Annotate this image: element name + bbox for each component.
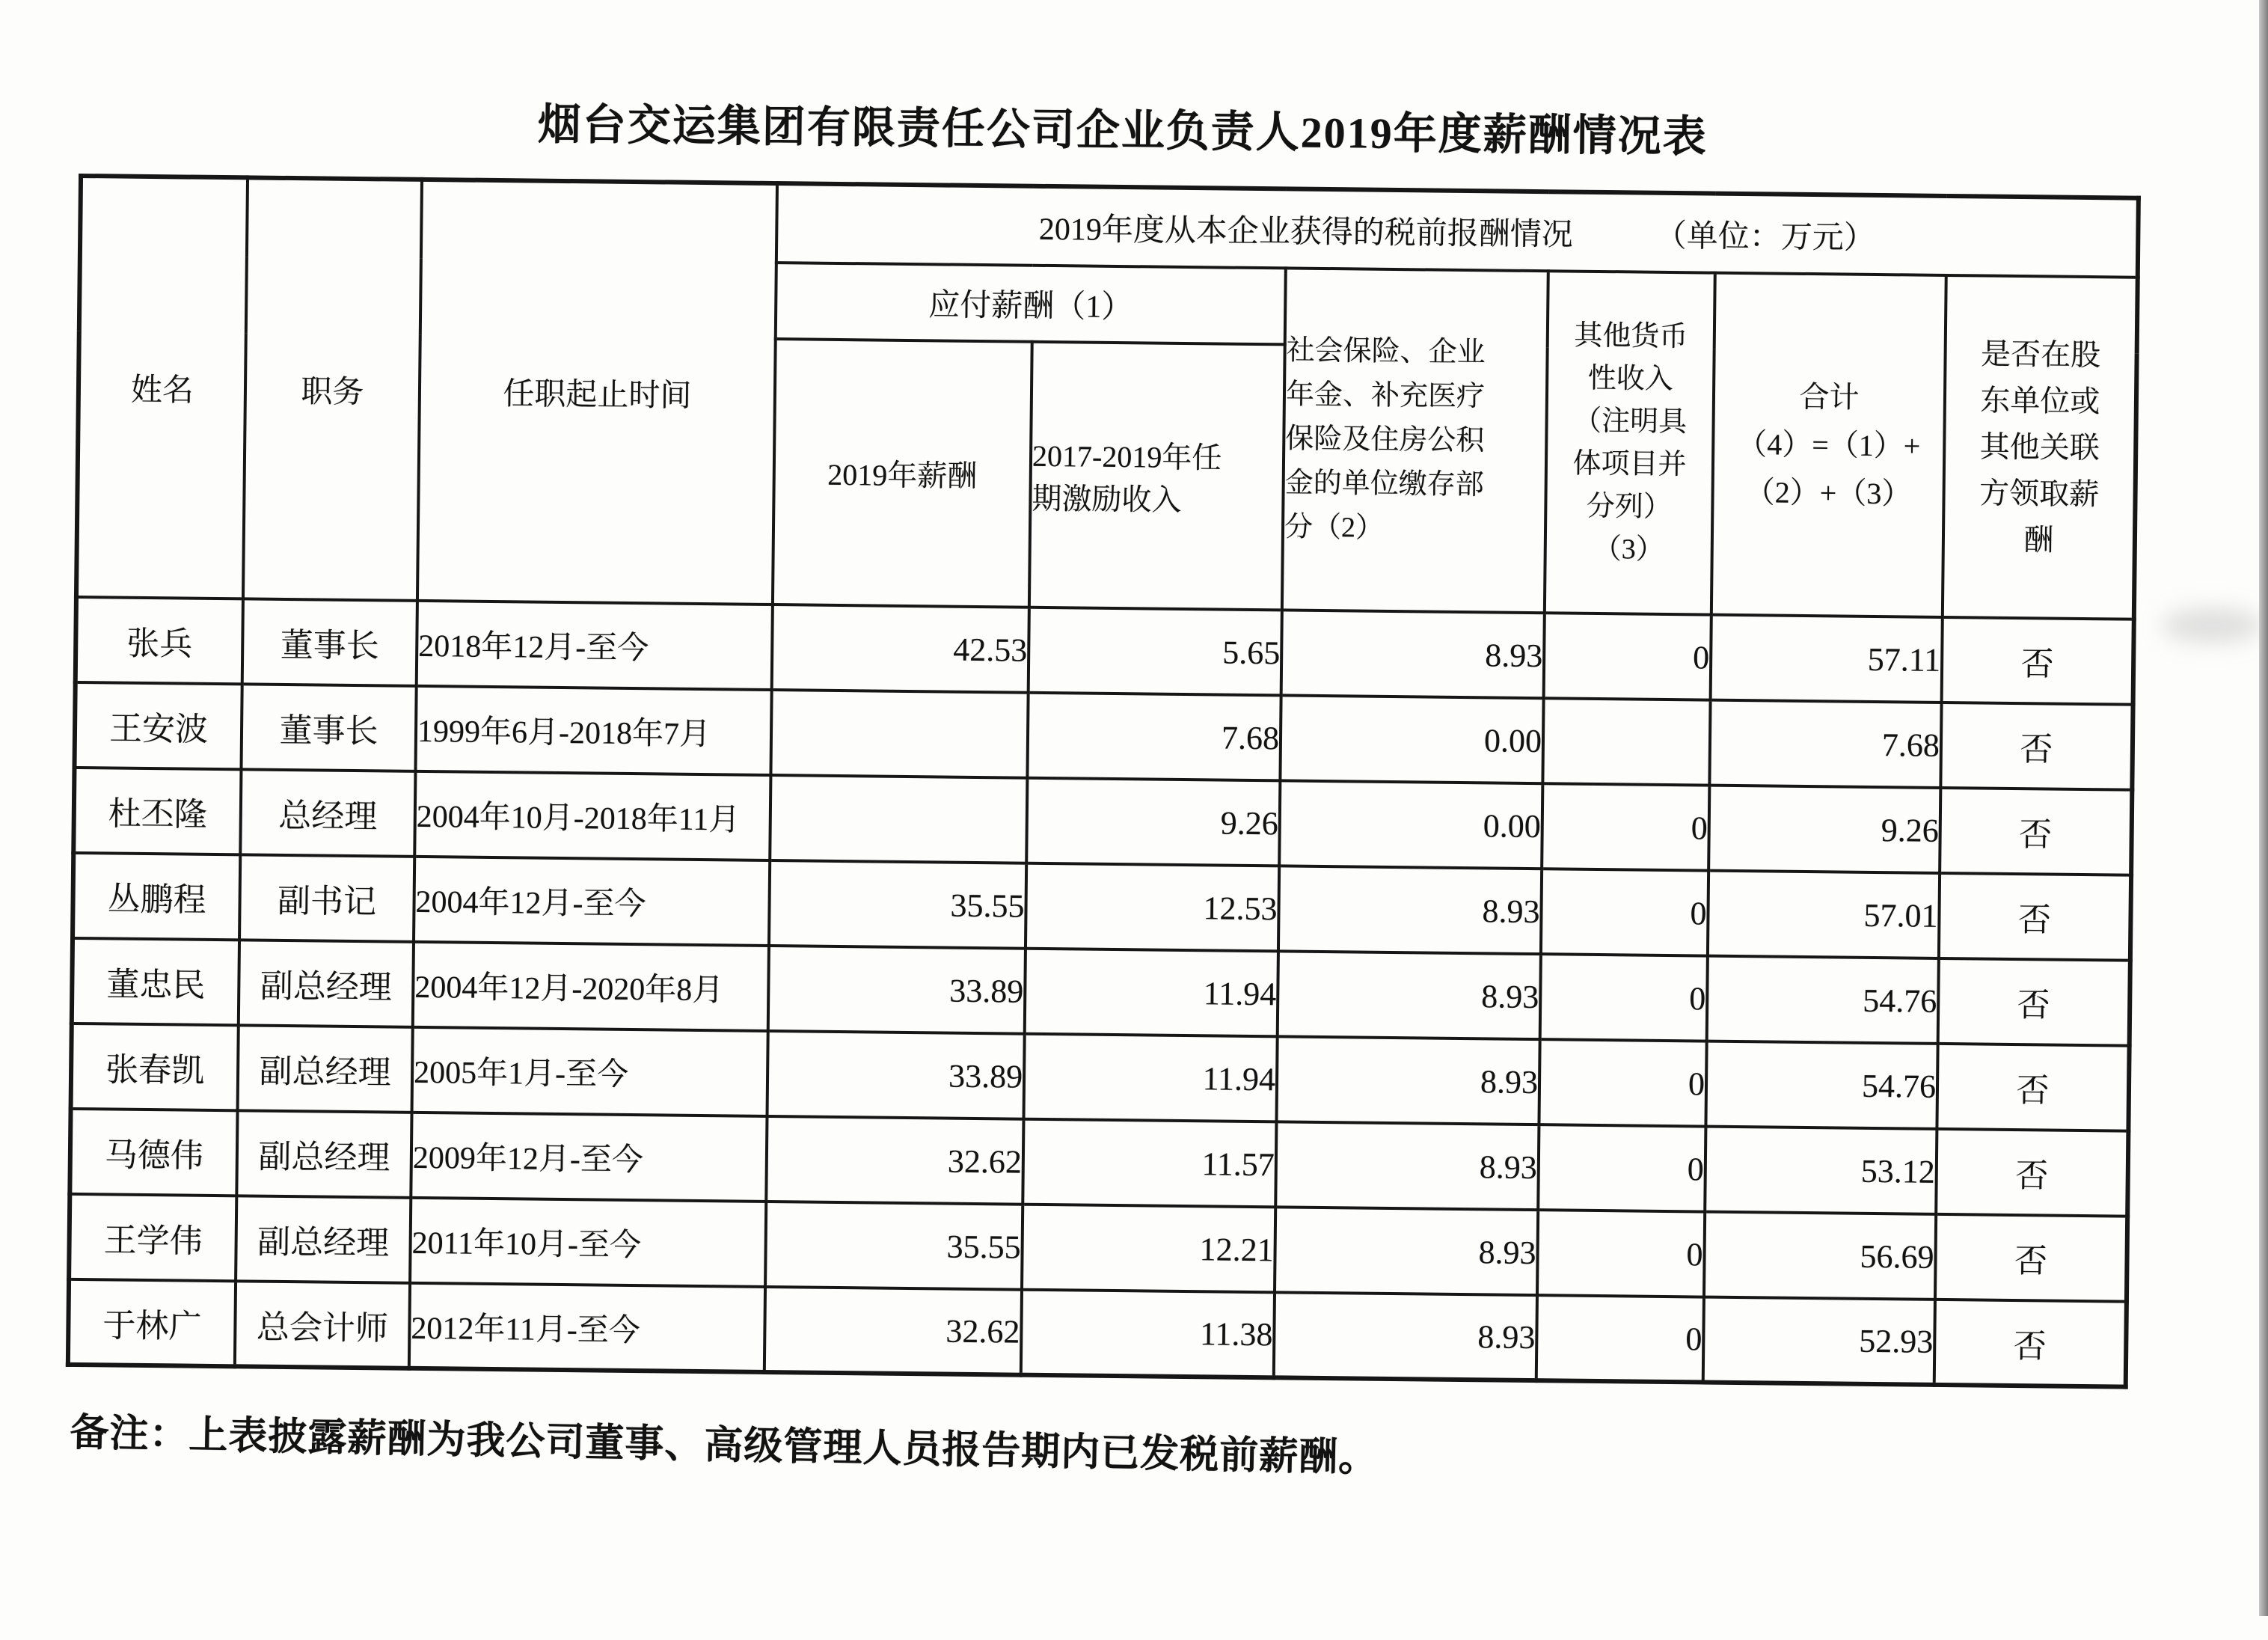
- scan-edge-shadow: [2259, 0, 2268, 1616]
- cell-related-party: 否: [1935, 1214, 2127, 1302]
- cell-social-insurance: 0.00: [1280, 695, 1543, 783]
- cell-position: 董事长: [242, 599, 417, 686]
- cell-related-party: 否: [1938, 958, 2130, 1046]
- cell-total: 7.68: [1709, 700, 1941, 788]
- header-position: 职务: [243, 177, 422, 600]
- cell-social-insurance: 8.93: [1274, 1292, 1537, 1380]
- cell-salary-2019: [770, 775, 1027, 863]
- cell-other-income: 0: [1538, 1125, 1705, 1211]
- footnote: 备注：上表披露薪酬为我公司董事、高级管理人员报告期内已发税前薪酬。: [69, 1411, 1379, 1481]
- cell-tenure: 2018年12月-至今: [417, 601, 773, 690]
- cell-social-insurance: 8.93: [1276, 1036, 1539, 1125]
- cell-other-income: [1542, 698, 1710, 785]
- cell-position: 副总经理: [239, 940, 414, 1027]
- cell-other-income: 0: [1540, 954, 1708, 1041]
- salary-table-body: [68, 597, 2134, 1387]
- header-other-income: 其他货币 性收入 （注明具 体项目并 分列） （3）: [1545, 271, 1715, 614]
- cell-social-insurance: 8.93: [1275, 1207, 1538, 1295]
- header-social-insurance: 社会保险、企业 年金、补充医疗 保险及住房公积 金的单位缴存部 分（2）: [1282, 268, 1548, 613]
- cell-tenure: 2012年11月-至今: [409, 1283, 765, 1372]
- cell-other-income: 0: [1539, 1039, 1706, 1126]
- cell-other-income: 0: [1536, 1295, 1704, 1382]
- salary-table: [66, 174, 2141, 1389]
- header-related-party: 是否在股 东单位或 其他关联 方领取薪 酬: [1943, 275, 2138, 619]
- header-total: 合计 （4）=（1）+ （2）+（3）: [1711, 273, 1946, 617]
- cell-incentive: 7.68: [1027, 693, 1281, 781]
- cell-total: 52.93: [1703, 1297, 1935, 1385]
- cell-tenure: 2009年12月-至今: [411, 1113, 767, 1202]
- cell-name: 董忠民: [72, 938, 239, 1025]
- cell-salary-2019: 35.55: [769, 860, 1026, 949]
- cell-social-insurance: 8.93: [1278, 866, 1542, 954]
- cell-name: 于林广: [68, 1279, 236, 1366]
- cell-tenure: 2011年10月-至今: [410, 1198, 766, 1287]
- cell-tenure: 2005年1月-至今: [412, 1027, 768, 1116]
- cell-name: 丛鹏程: [73, 853, 240, 940]
- cell-name: 张兵: [76, 597, 243, 684]
- cell-position: 副总经理: [238, 1025, 413, 1113]
- cell-tenure: 1999年6月-2018年7月: [415, 686, 771, 775]
- cell-total: 56.69: [1704, 1212, 1936, 1300]
- cell-position: 总会计师: [235, 1281, 410, 1368]
- cell-tenure: 2004年12月-至今: [414, 857, 770, 946]
- cell-related-party: 否: [1940, 788, 2132, 875]
- cell-name: 张春凯: [71, 1024, 239, 1110]
- header-tenure: 任职起止时间: [417, 180, 777, 605]
- cell-tenure: 2004年10月-2018年11月: [414, 771, 770, 860]
- cell-salary-2019: 42.53: [772, 605, 1029, 693]
- cell-total: 54.76: [1705, 1041, 1937, 1129]
- cell-related-party: 否: [1942, 617, 2134, 705]
- header-payable-group: 应付薪酬（1）: [776, 263, 1286, 344]
- cell-salary-2019: 33.89: [768, 946, 1026, 1034]
- cell-incentive: 12.21: [1022, 1205, 1275, 1293]
- cell-other-income: 0: [1541, 869, 1708, 955]
- header-unit-label: （单位：万元）: [1655, 218, 1876, 256]
- cell-position: 董事长: [241, 684, 416, 771]
- cell-incentive: 11.38: [1021, 1290, 1275, 1378]
- cell-other-income: 0: [1544, 613, 1711, 700]
- header-salary-2019: 2019年薪酬: [773, 339, 1032, 608]
- cell-incentive: 9.26: [1026, 778, 1280, 866]
- header-incentive: 2017-2019年任 期激励收入: [1029, 342, 1285, 611]
- cell-related-party: 否: [1934, 1300, 2127, 1387]
- cell-name: 王安波: [74, 682, 242, 769]
- cell-tenure: 2004年12月-2020年8月: [413, 942, 769, 1031]
- cell-incentive: 5.65: [1029, 608, 1282, 696]
- cell-total: 9.26: [1708, 786, 1940, 873]
- cell-related-party: 否: [1936, 1129, 2128, 1217]
- cell-social-insurance: 0.00: [1279, 780, 1542, 869]
- cell-name: 王学伟: [69, 1194, 236, 1281]
- page-title: 烟台交运集团有限责任公司企业负责人2019年度薪酬情况表: [537, 100, 1708, 162]
- cell-salary-2019: 33.89: [767, 1031, 1025, 1119]
- cell-total: 57.11: [1711, 615, 1943, 703]
- cell-total: 53.12: [1705, 1127, 1937, 1214]
- cell-salary-2019: 35.55: [765, 1202, 1023, 1290]
- header-row-group: [80, 176, 2139, 278]
- cell-incentive: 11.57: [1023, 1119, 1276, 1208]
- cell-total: 54.76: [1707, 956, 1939, 1044]
- cell-related-party: 否: [1939, 873, 2131, 961]
- header-name: 姓名: [76, 176, 248, 599]
- cell-incentive: 11.94: [1025, 949, 1278, 1037]
- scan-smudge-artifact: [2162, 608, 2263, 643]
- cell-salary-2019: 32.62: [764, 1287, 1022, 1375]
- cell-salary-2019: 32.62: [766, 1116, 1023, 1205]
- cell-other-income: 0: [1542, 783, 1709, 870]
- cell-total: 57.01: [1708, 871, 1940, 958]
- cell-name: 马德伟: [70, 1109, 237, 1196]
- header-pretax-group-label: 2019年度从本企业获得的税前报酬情况: [1038, 212, 1574, 253]
- cell-name: 杜丕隆: [73, 768, 241, 854]
- cell-incentive: 11.94: [1023, 1034, 1277, 1122]
- cell-other-income: 0: [1537, 1210, 1705, 1297]
- cell-social-insurance: 8.93: [1275, 1122, 1539, 1210]
- cell-position: 副书记: [239, 854, 414, 942]
- cell-incentive: 12.53: [1026, 863, 1279, 952]
- cell-social-insurance: 8.93: [1281, 610, 1545, 698]
- cell-position: 副总经理: [236, 1196, 411, 1283]
- cell-salary-2019: [770, 690, 1028, 778]
- cell-related-party: 否: [1937, 1044, 2129, 1131]
- cell-related-party: 否: [1940, 703, 2133, 790]
- cell-position: 副总经理: [236, 1110, 411, 1198]
- header-pretax-group: [776, 183, 2139, 278]
- cell-social-insurance: 8.93: [1278, 951, 1541, 1039]
- cell-position: 总经理: [240, 769, 415, 857]
